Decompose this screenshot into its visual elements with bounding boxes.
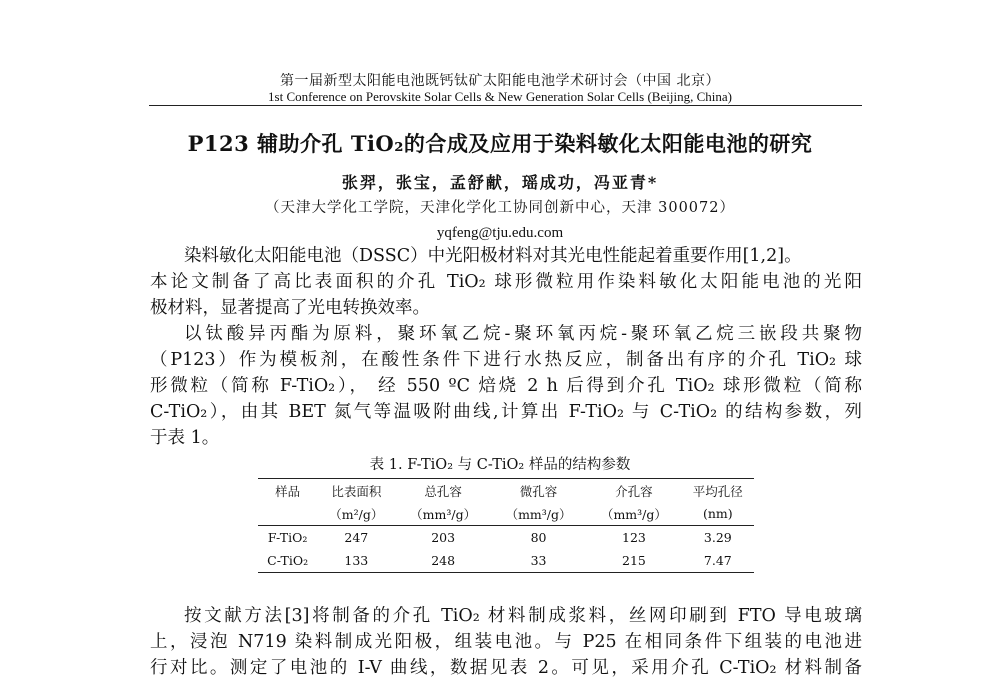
para3-line2: 上，浸泡 N719 染料制成光阳极，组装电池。与 P25 在相同条件下组装的电池进 [150,632,862,652]
structure-parameter-table [258,478,754,573]
table-cell: 7.47 [682,549,754,573]
table-cell: 3.29 [703,530,732,545]
table-cell: 133 [317,549,395,573]
unit-cell: （m²/g） [317,502,395,526]
table-cell: 123 [622,530,646,545]
unit-cell: (nm) [682,502,754,526]
para2-line2: （P123）作为模板剂，在酸性条件下进行水热反应，制备出有序的介孔 TiO₂ 球 [150,350,862,370]
unit-cell: （mm³/g） [586,502,681,526]
table-cell: F-TiO₂ [267,530,308,545]
para2-line1: 以钛酸异丙酯为原料，聚环氧乙烷-聚环氧丙烷-聚环氧乙烷三嵌段共聚物 [184,324,862,344]
affiliation: （天津大学化工学院，天津化学化工协同创新中心，天津 300072） [265,200,735,216]
author-list: 张羿，张宝，孟舒献，瑶成功，冯亚青* [341,173,659,192]
table-cell: 215 [586,549,681,573]
table-cell: C-TiO₂ [258,549,317,573]
para1-line2: 本论文制备了高比表面积的介孔 TiO₂ 球形微粒用作染料敏化太阳能电池的光阳 [150,272,862,292]
table-header-row [258,479,754,503]
unit-cell [258,502,317,526]
unit-cell: （mm³/g） [491,502,586,526]
para3-line1: 按文献方法[3]将制备的介孔 TiO₂ 材料制成浆料，丝网印刷到 FTO 导电玻璃 [184,606,862,626]
table-cell: 247 [344,530,369,545]
table-cell: 203 [431,530,456,545]
paper-title: P123 辅助介孔 TiO₂的合成及应用于染料敏化太阳能电池的研究 [187,131,813,156]
conference-title-cn: 第一届新型太阳能电池既钙钛矿太阳能电池学术研讨会（中国 北京） [280,73,720,89]
contact-email: yqfeng@tju.edu.com [436,225,564,241]
para2-line4: C-TiO₂），由其 BET 氮气等温吸附曲线,计算出 F-TiO₂ 与 C-TiO₂ 的结构参数，列 [150,402,862,422]
table-units-row [258,502,754,526]
para1-line1: 染料敏化太阳能电池（DSSC）中光阳极材料对其光电性能起着重要作用[1,2]。 [184,246,802,266]
header-cell: 比表面积 [331,483,382,499]
para2-line5: 于表 1。 [150,428,220,448]
table-row [258,549,754,573]
header-cell: 微孔容 [519,483,558,499]
conference-title-en: 1st Conference on Perovskite Solar Cells & New Generation Solar Cells (Beijing, China) [268,89,732,104]
header-cell: 总孔容 [424,483,462,499]
para1-line3: 极材料，显著提高了光电转换效率。 [150,298,430,318]
table-row [258,526,754,550]
unit-cell: （mm³/g） [395,502,490,526]
table-caption: 表 1. F-TiO₂ 与 C-TiO₂ 样品的结构参数 [369,457,631,473]
header-cell: 样品 [275,483,301,499]
header-rule [149,105,862,106]
header-cell: 介孔容 [615,483,653,499]
table-cell: 248 [395,549,490,573]
header-cell: 平均孔径 [692,483,743,499]
para2-line3: 形微粒（简称 F-TiO₂）， 经 550 ºC 焙烧 2 h 后得到介孔 TiO₂ 球形微粒（简称 [150,376,862,396]
para3-line3: 行对比。测定了电池的 I-V 曲线，数据见表 2。可见，采用介孔 C-TiO₂ 材料制备 [150,658,862,678]
table-cell: 80 [530,530,547,545]
table-cell: 33 [491,549,586,573]
